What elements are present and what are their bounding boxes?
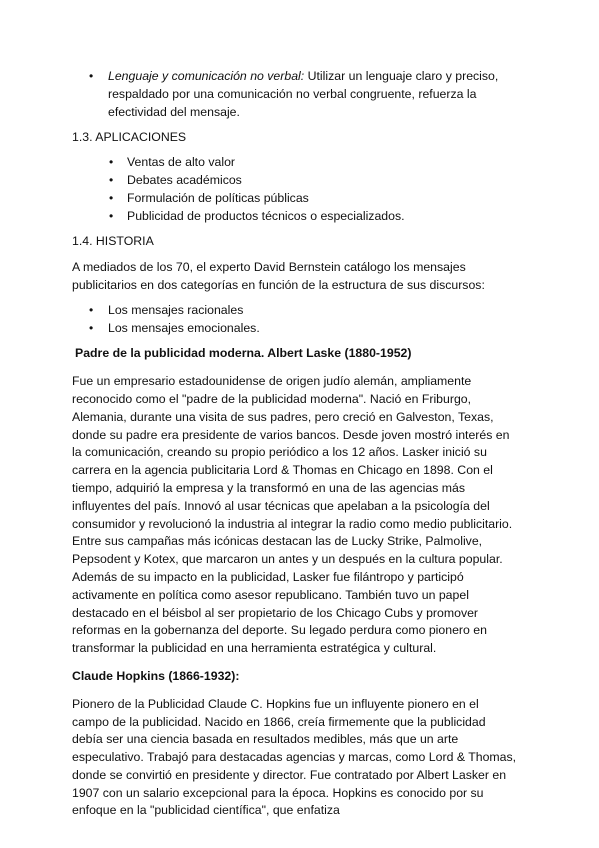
hopkins-heading: Claude Hopkins (1866-1932): xyxy=(72,668,240,683)
aplicaciones-list xyxy=(72,154,519,225)
hopkins-paragraph: Pionero de la Publicidad Claude C. Hopkins fue un influyente pionero en el campo de la publicidad. Nacido en 1866, creía firmemente que la publicidad debía ser una ciencia basada en resultados medibles, más que un arte especulativo. Trabajó para destacadas agencias y marcas, como Lord & Thomas, donde se convirtió en presidente y director. Fue contratado por Albert Lasker en 1907 con un salario excepcional para la época. Hopkins es conocido por su enfoque en la "publicidad científica", que enfatiza xyxy=(72,696,517,818)
bullet-term: Lenguaje y comunicación no verbal: xyxy=(108,69,305,83)
lasker-heading: Padre de la publicidad moderna. Albert Laske (1880-1952) xyxy=(75,346,412,361)
list-item: • Publicidad de productos técnicos o especializados. xyxy=(127,208,519,226)
intro-bullet-list xyxy=(72,68,519,121)
historia-list xyxy=(72,302,519,338)
section-heading-historia: 1.4. HISTORIA xyxy=(72,234,154,249)
bullet-text: Utilizar un lenguaje claro y preciso, respaldado por una comunicación no verbal congruente, refuerza la efectividad del mensaje. xyxy=(108,69,499,119)
list-item: • Debates académicos xyxy=(127,172,519,190)
list-item xyxy=(108,68,519,121)
list-item: • Ventas de alto valor xyxy=(127,154,519,172)
lasker-paragraph: Fue un empresario estadounidense de origen judío alemán, ampliamente reconocido como el "padre de la publicidad moderna". Nació en Friburgo, Alemania, durante una visita de sus padres, pero creció en Galveston, Texas, donde su padre era presidente de varios bancos. Desde joven mostró interés en la comunicación, creando su propio periódico a los 12 años. Lasker inició su carrera en la agencia publicitaria Lord & Thomas en Chicago en 1898. Con el tiempo, adquirió la empresa y la transformó en una de las agencias más influyentes del país. Innovó al usar técnicas que apelaban a la psicología del consumidor y revolucionó la industria al integrar la radio como medio publicitario. Entre sus campañas más icónicas destacan las de Lucky Strike, Palmolive, Pepsodent y Kotex, que marcaron un antes y un después en la cultura popular. Además de su impacto en la publicidad, Lasker fue filántropo y participó activamente en política como asesor republicano. También tuvo un papel destacado en el béisbol al ser propietario de los Chicago Cubs y promover reformas en la gobernanza del deporte. Su legado perdura como pionero en transformar la publicidad en una herramienta estratégica y cultural. xyxy=(72,374,513,656)
historia-intro-paragraph: A mediados de los 70, el experto David Bernstein catálogo los mensajes publicitarios en dos categorías en función de la estructura de sus discursos: xyxy=(72,260,485,292)
list-item: • Los mensajes racionales xyxy=(108,302,519,320)
list-item: • Los mensajes emocionales. xyxy=(108,320,519,338)
list-item: • Formulación de políticas públicas xyxy=(127,190,519,208)
section-heading-aplicaciones: 1.3. APLICACIONES xyxy=(72,130,187,145)
